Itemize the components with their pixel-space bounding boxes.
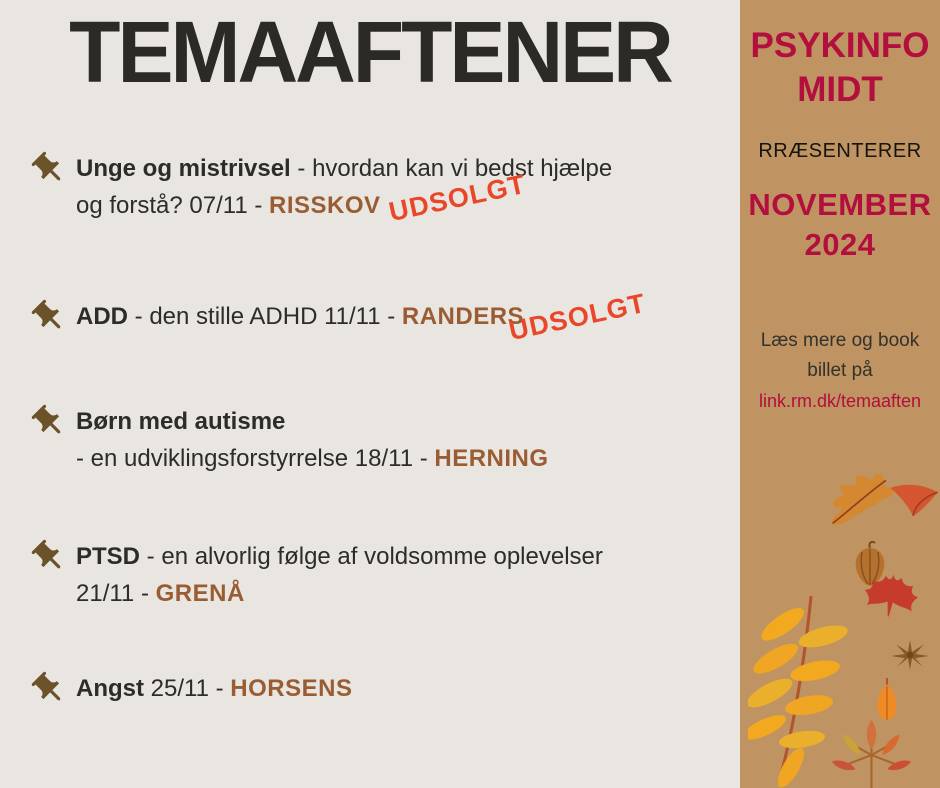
- presents-label: RRÆSENTERER: [758, 140, 922, 162]
- month-label: [740, 185, 940, 265]
- star-anise-icon: [890, 638, 930, 677]
- event-location: RISSKOV: [269, 192, 381, 219]
- event-text-segment: Angst: [76, 675, 144, 702]
- event-text-segment: PTSD: [76, 543, 141, 570]
- pushpin-icon: [30, 403, 68, 441]
- cta-line2: billet på: [807, 360, 873, 381]
- event-item-angst: [30, 670, 720, 707]
- sidebar: [740, 0, 940, 788]
- month-line1: NOVEMBER: [748, 187, 932, 222]
- event-location: RANDERS: [401, 303, 525, 330]
- event-item-add: [30, 287, 720, 347]
- brand-line2: MIDT: [797, 70, 883, 109]
- event-text-segment: Unge og mistrivsel: [76, 155, 291, 182]
- page-title: TEMAAFTENER: [69, 3, 671, 101]
- event-text-segment: - hvordan kan vi bedst hjælpe: [290, 155, 613, 182]
- pushpin-icon: [30, 670, 68, 708]
- event-text-segment: og forstå? 07/11 -: [76, 192, 270, 219]
- call-to-action: [740, 326, 940, 416]
- event-text-segment: - en alvorlig følge af voldsomme oplevelser: [140, 543, 603, 570]
- event-text-segment: 25/11 -: [144, 675, 231, 702]
- month-line2: 2024: [804, 227, 876, 262]
- pushpin-icon: [30, 298, 68, 336]
- event-text-segment: - den stille ADHD 11/11 -: [128, 303, 402, 330]
- event-text: [76, 670, 720, 707]
- event-item-ptsd: [30, 538, 720, 612]
- brand-name: [740, 24, 940, 112]
- booking-link: link.rm.dk/temaaften: [758, 391, 922, 411]
- event-text: [76, 538, 720, 612]
- cta-line1: Læs mere og book: [760, 330, 920, 351]
- event-location: HERNING: [434, 445, 549, 472]
- event-item-boern-med-autisme: [30, 403, 720, 477]
- event-item-unge-og-mistrivsel: [30, 150, 720, 228]
- soldout-stamp: UDSOLGT: [506, 287, 649, 347]
- event-text-segment: ADD: [76, 303, 128, 330]
- event-text: [76, 403, 720, 477]
- soldout-stamp: UDSOLGT: [386, 168, 529, 228]
- event-text-segment: Børn med autisme: [76, 408, 286, 435]
- event-text-segment: 21/11 -: [76, 580, 156, 607]
- event-text-segment: - en udviklingsforstyrrelse 18/11 -: [76, 445, 435, 472]
- pushpin-icon: [30, 150, 68, 188]
- pushpin-icon: [30, 538, 68, 576]
- brand-line1: PSYKINFO: [750, 26, 930, 65]
- red-corner-leaf-icon: [888, 482, 940, 523]
- event-location: GRENÅ: [155, 580, 245, 607]
- maple-leaf-icon: [859, 566, 924, 627]
- event-location: HORSENS: [230, 675, 353, 702]
- creeper-leaf-icon: [828, 720, 916, 788]
